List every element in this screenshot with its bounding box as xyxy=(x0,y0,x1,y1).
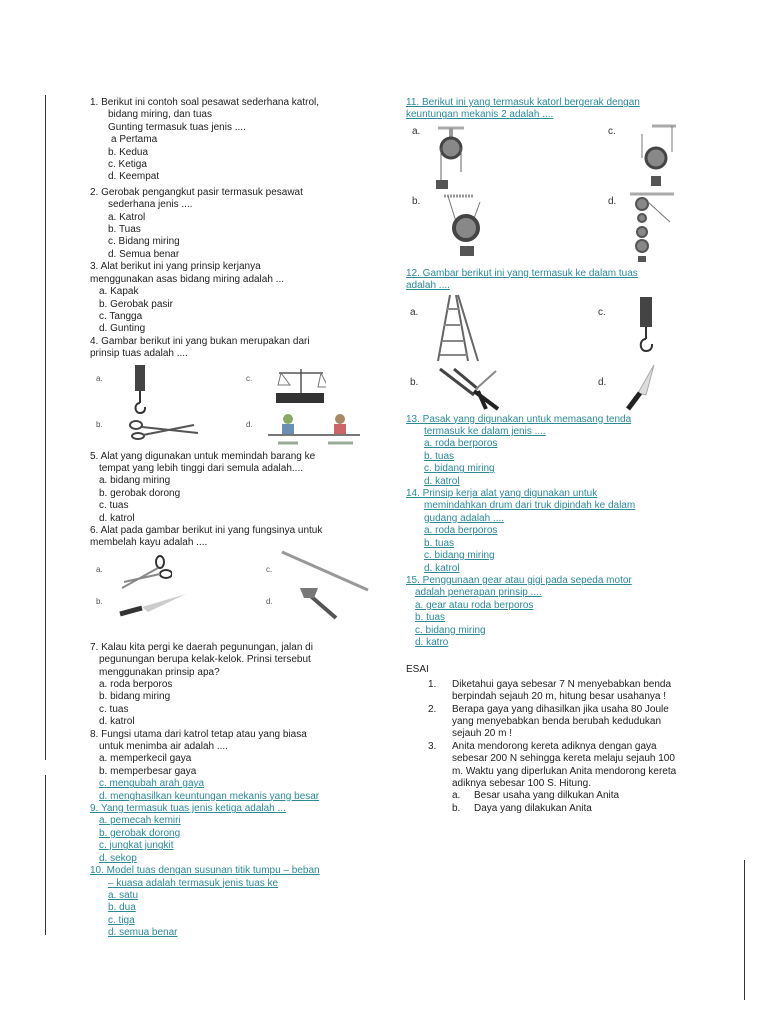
image-label-d: d. xyxy=(266,596,273,606)
option-c: c. bidang miring xyxy=(424,463,495,475)
question-text: pegunungan berupa kelak-kelok. Prinsi tersebut xyxy=(99,654,311,666)
essay-text: Anita mendorong kereta adiknya dengan gaya sebesar 200 N sehingga kereta melaju sejauh 100 m. Waktu yang diperlukan Anita mendorong kereta adiknya sebesar 100 S. Hitung. xyxy=(452,740,677,789)
question-text: 9. Yang termasuk tuas jenis ketiga adalah ... xyxy=(90,803,286,815)
essay-text: Berapa gaya yang dihasilkan jika usaha 80 Joule yang menyebabkan benda berubah kedudukan sejauh 20 m ! xyxy=(452,703,669,740)
option-c: c. Ketiga xyxy=(108,159,147,171)
image-label-a: a. xyxy=(96,373,103,383)
question-7 xyxy=(90,642,380,729)
option-c: c. jungkat jungkit xyxy=(99,840,174,852)
option-b: b. dua xyxy=(108,902,136,914)
option-a: a. roda berporos xyxy=(424,525,498,537)
option-c: c. mengubah arah gaya xyxy=(99,778,205,790)
question-text: 12. Gambar berikut ini yang termasuk ke dalam tuas xyxy=(406,267,638,279)
question-text: adalah penerapan prinsip .... xyxy=(415,587,542,599)
question-text: 6. Alat pada gambar berikut ini yang fungsinya untuk xyxy=(90,524,323,536)
question-4 xyxy=(90,336,380,451)
option-d: d. semua benar xyxy=(108,927,178,939)
option-d: d. sekop xyxy=(99,852,137,864)
option-c: c. Bidang miring xyxy=(108,236,180,248)
left-margin-rule xyxy=(45,775,46,935)
image-label-c: c. xyxy=(266,564,273,574)
subitem-text: Besar usaha yang dilkukan Anita xyxy=(474,790,620,802)
question-text: sederhana jenis .... xyxy=(108,199,193,211)
scissors-image xyxy=(128,417,200,443)
question-11 xyxy=(406,97,706,268)
ladder-image xyxy=(436,293,480,363)
image-label-a: a. xyxy=(412,125,421,137)
question-text: untuk menimba air adalah .... xyxy=(99,741,228,753)
question-text: menggunakan prinsip apa? xyxy=(99,666,220,678)
question-6 xyxy=(90,525,380,642)
option-d: d. Gunting xyxy=(99,323,146,335)
question-2 xyxy=(90,187,380,261)
pulley-block-image xyxy=(630,192,680,266)
option-d: d. katrol xyxy=(424,562,460,574)
question-text: 4. Gambar berikut ini yang bukan merupakan dari xyxy=(90,335,310,347)
question-text: membelah kayu adalah .... xyxy=(90,537,208,549)
question-text: 7. Kalau kita pergi ke daerah pegunungan, jalan di xyxy=(90,641,313,653)
image-label-a: a. xyxy=(96,564,103,574)
option-b: b. bidang miring xyxy=(99,691,171,703)
fixed-pulley-image xyxy=(434,126,474,190)
essay-title: ESAI xyxy=(406,664,429,676)
question-text: gudang adalah .... xyxy=(424,512,505,524)
question-8 xyxy=(90,729,380,803)
scissors-image xyxy=(120,554,172,590)
question-10 xyxy=(90,865,380,939)
question-text: menggunakan asas bidang miring adalah ... xyxy=(90,273,285,285)
option-c: c. tuas xyxy=(99,703,129,715)
image-label-c: c. xyxy=(608,125,616,137)
question-text: 11. Berikut ini yang termasuk katorl bergerak dengan xyxy=(406,97,640,108)
option-a: a. Kapak xyxy=(99,286,139,298)
image-label-b: b. xyxy=(410,376,419,388)
option-a: a. roda berporos xyxy=(99,679,173,690)
question-text: – kuasa adalah termasuk jenis tuas ke xyxy=(108,877,279,889)
question-12-images xyxy=(406,293,706,414)
spring-scale-image xyxy=(130,365,150,417)
option-b: b. tuas xyxy=(424,450,455,462)
option-d: d. Semua benar xyxy=(108,248,180,260)
left-column xyxy=(90,97,380,940)
option-b: b. Tuas xyxy=(108,224,141,236)
option-b: b. gerobak dorong xyxy=(99,827,181,839)
option-a: a. pemecah kemiri xyxy=(99,815,181,827)
question-12 xyxy=(406,268,706,414)
question-text: tempat yang lebih tinggi dari semula adalah.... xyxy=(99,462,304,474)
option-a: a. bidang miring xyxy=(99,475,171,487)
image-label-b: b. xyxy=(412,195,421,207)
question-14 xyxy=(406,488,706,575)
question-6-images xyxy=(90,550,380,642)
option-d: d. katro xyxy=(415,636,449,648)
balance-scale-image xyxy=(276,365,326,405)
question-text: 14. Prinsip kerja alat yang digunakan untuk xyxy=(406,488,598,500)
essay-item xyxy=(406,741,686,791)
essay-section xyxy=(406,664,686,815)
question-13 xyxy=(406,414,706,488)
image-label-d: d. xyxy=(608,195,617,207)
question-text: 10. Model tuas dengan susunan titik tumpu – beban xyxy=(90,865,320,877)
question-15 xyxy=(406,575,706,649)
essay-text: Diketahui gaya sebesar 7 N menyebabkan benda berpindah sejauh 20 m, hitung besar usahanya ! xyxy=(452,678,672,703)
seesaw-image xyxy=(268,413,360,445)
question-text: 13. Pasak yang digunakan untuk memasang tenda xyxy=(406,413,632,425)
option-d: d. katrol xyxy=(424,475,460,487)
option-a: a. gear atau roda berporos xyxy=(415,599,534,611)
pulley-c-image xyxy=(638,124,678,190)
essay-number: 2. xyxy=(428,703,437,715)
question-text: 15. Penggunaan gear atau gigi pada sepeda motor xyxy=(406,574,632,586)
image-label-b: b. xyxy=(96,596,103,606)
option-c: c. tuas xyxy=(99,500,129,512)
image-label-a: a. xyxy=(410,306,419,318)
option-c: c. Tangga xyxy=(99,310,143,322)
knife-image xyxy=(624,363,660,413)
question-text: termasuk ke dalam jenis .... xyxy=(424,426,546,438)
question-4-images xyxy=(90,361,380,451)
subitem-letter: b. xyxy=(452,802,461,814)
essay-number: 1. xyxy=(428,678,437,690)
question-5 xyxy=(90,451,380,525)
axe-image xyxy=(296,586,346,620)
question-text: 3. Alat berikut ini yang prinsip kerjanya xyxy=(90,261,261,273)
option-d: d. katrol xyxy=(99,716,135,728)
essay-subitem xyxy=(406,790,686,802)
subitem-letter: a. xyxy=(452,790,461,802)
question-text: 8. Fungsi utama dari katrol tetap atau yang biasa xyxy=(90,728,307,740)
image-label-d: d. xyxy=(598,376,607,388)
question-11-images xyxy=(406,122,706,268)
image-label-b: b. xyxy=(96,419,103,429)
option-b: b. tuas xyxy=(424,537,455,549)
option-c: c. tiga xyxy=(108,914,135,926)
question-3 xyxy=(90,261,380,335)
essay-number: 3. xyxy=(428,740,437,752)
question-text: 1. Berikut ini contoh soal pesawat sederhana katrol, xyxy=(90,97,320,108)
question-text: 2. Gerobak pengangkut pasir termasuk pesawat xyxy=(90,186,303,198)
question-text: 5. Alat yang digunakan untuk memindah barang ke xyxy=(90,450,316,462)
subitem-text: Daya yang dilakukan Anita xyxy=(474,802,592,814)
left-margin-rule xyxy=(45,95,46,760)
image-label-d: d. xyxy=(246,419,253,429)
option-d: d. Keempat xyxy=(108,171,160,183)
right-column xyxy=(406,97,706,815)
essay-subitem xyxy=(406,803,686,815)
option-b: b. gerobak dorong xyxy=(99,487,181,499)
question-9 xyxy=(90,803,380,865)
question-text: bidang miring, dan tuas xyxy=(108,109,212,121)
essay-item xyxy=(406,704,686,741)
option-a: a Pertama xyxy=(111,134,158,146)
option-b: b. tuas xyxy=(415,612,446,624)
option-c: c. bidang miring xyxy=(424,550,495,562)
option-b: b. Kedua xyxy=(108,146,149,158)
option-d: d. menghasilkan keuntungan mekanis yang besar xyxy=(99,790,320,802)
question-text: adalah .... xyxy=(406,280,450,292)
question-text: memindahkan drum dari truk dipindah ke dalam xyxy=(424,500,636,512)
question-text: prinsip tuas adalah .... xyxy=(90,348,188,360)
option-a: a. satu xyxy=(108,889,139,901)
option-b: b. Gerobak pasir xyxy=(99,298,173,310)
option-c: c. bidang miring xyxy=(415,624,486,636)
question-1 xyxy=(90,97,380,184)
question-text: Gunting termasuk tuas jenis .... xyxy=(108,121,246,133)
option-a: a. roda berporos xyxy=(424,438,498,450)
pliers-image xyxy=(436,365,506,411)
image-label-c: c. xyxy=(246,373,253,383)
image-label-c: c. xyxy=(598,306,606,318)
movable-pulley-image xyxy=(442,194,492,260)
option-a: a. memperkecil gaya xyxy=(99,753,192,765)
spring-scale-image xyxy=(634,293,658,357)
knife-image xyxy=(118,590,188,620)
option-d: d. katrol xyxy=(99,512,135,524)
option-b: b. memperbesar gaya xyxy=(99,765,197,777)
option-a: a. Katrol xyxy=(108,211,146,223)
question-text: keuntungan mekanis 2 adalah .... xyxy=(406,109,554,121)
right-margin-rule xyxy=(744,860,745,1000)
essay-item xyxy=(406,679,686,704)
